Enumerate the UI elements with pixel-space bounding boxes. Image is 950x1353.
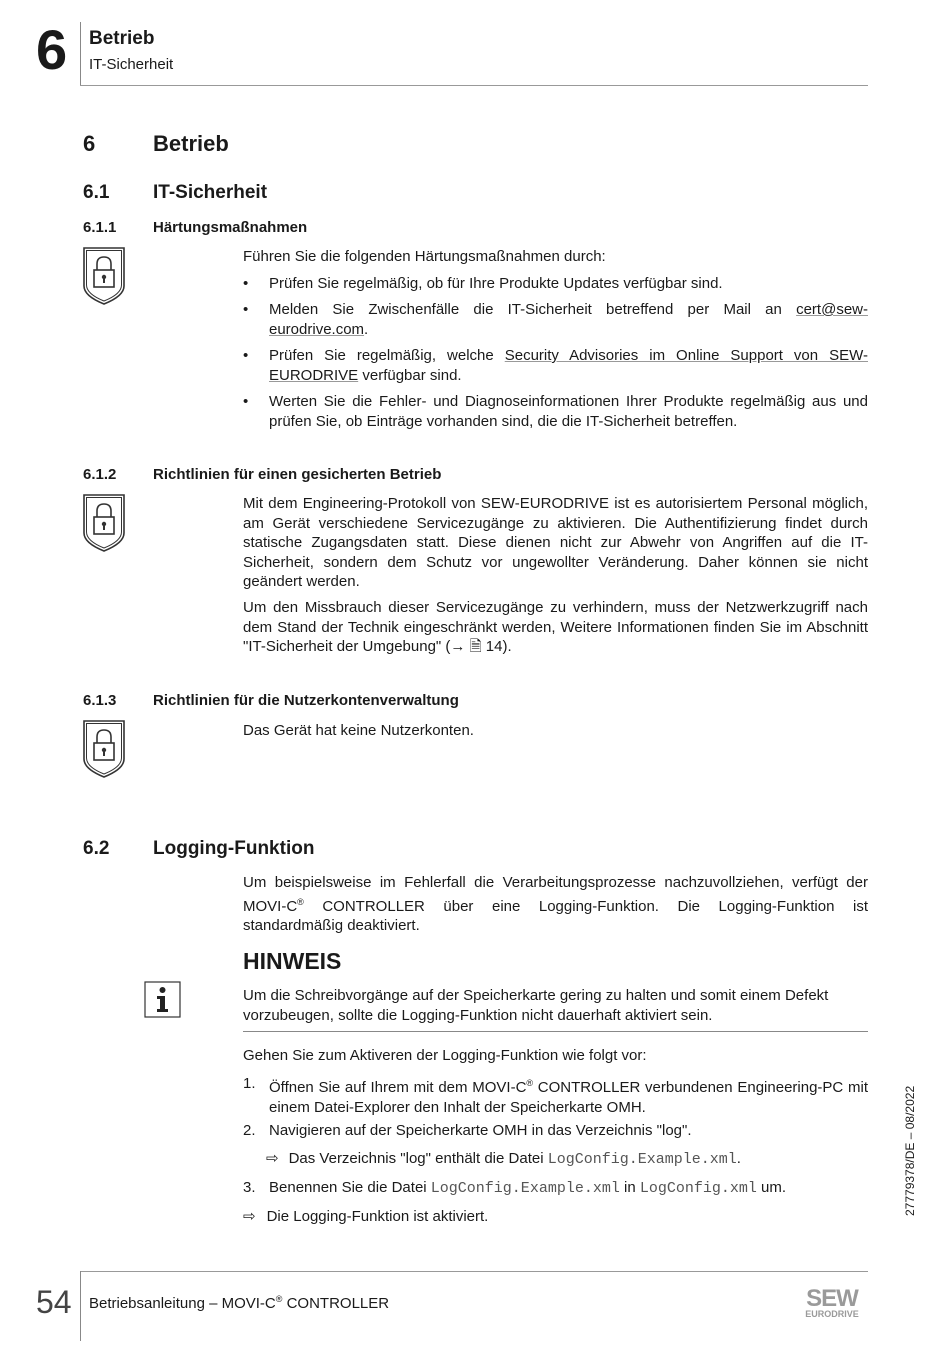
step-2: 2. Navigieren auf der Speicherkarte OMH in das Verzeichnis "log". (243, 1122, 692, 1139)
final-result: ⇨ Die Logging-Funktion ist aktiviert. (243, 1208, 489, 1225)
s612-paragraph-2: Um den Missbrauch dieser Servicezugänge zu verhindern, muss der Netzwerkzugriff nach dem Stand der Technik eingeschränkt werden, Weitere Informationen finden Sie im Abschnitt "IT-Sicherheit der Umgebung" (→ 🗎 14). (243, 599, 868, 656)
steps-intro: Gehen Sie zum Aktiveren der Logging-Funktion wie folgt vor: (243, 1047, 647, 1064)
s611-bullet-4: • Werten Sie die Fehler- und Diagnoseinformationen Ihrer Produkte regelmäßig aus und prüfen Sie, ob Einträge vorhanden sind, die die IT-Sicherheit betreffen. (243, 393, 868, 430)
security-advisories-link[interactable]: Security Advisories im Online Support von SEW-EURODRIVE (269, 347, 868, 384)
s611-bullet-2: • Melden Sie Zwischenfälle die IT-Sicherheit betreffend per Mail an cert@sew-eurodrive.com. (243, 301, 868, 338)
info-icon (144, 981, 181, 1018)
security-lock-icon (82, 493, 126, 553)
s62-paragraph: Um beispielsweise im Fehlerfall die Verarbeitungsprozesse nachzuvollziehen, verfügt der MOVI-C® CONTROLLER über eine Logging-Funktion. Die Logging-Funktion ist standardmäßig deaktiviert. (243, 874, 868, 935)
footer-rule (80, 1271, 868, 1272)
result-arrow-icon: ⇨ (266, 1150, 279, 1167)
header-subtitle: IT-Sicherheit (89, 56, 174, 73)
footer-divider (80, 1271, 81, 1341)
page-number: 54 (36, 1284, 72, 1320)
sew-eurodrive-logo (796, 1284, 868, 1320)
note-title: HINWEIS (243, 948, 342, 974)
header-divider (80, 22, 81, 86)
note-text: Um die Schreibvorgänge auf der Speicherkarte gering zu halten und somit einem Defekt vorzubeugen, sollte die Logging-Funktion nicht dauerhaft aktiviert sein. (243, 987, 829, 1024)
section-6-2-heading: 6.2 Logging-Funktion (83, 838, 315, 859)
header-title: Betrieb (89, 28, 155, 49)
security-lock-icon (82, 719, 126, 779)
document-id-side-note: 27779378/DE – 08/2022 (903, 1085, 917, 1216)
cert-email-link[interactable]: cert@sew-eurodrive.com (269, 301, 868, 338)
section-6-1-heading: 6.1 IT-Sicherheit (83, 182, 268, 203)
svg-text:SEW: SEW (806, 1285, 858, 1312)
footer-text: Betriebsanleitung – MOVI-C® CONTROLLER (89, 1294, 390, 1312)
step-1: 1. Öffnen Sie auf Ihrem mit dem MOVI-C® CONTROLLER verbundenen Engineering-PC mit einem Datei-Explorer den Inhalt der Speicherkarte OMH. (243, 1075, 868, 1116)
s613-paragraph: Das Gerät hat keine Nutzerkonten. (243, 722, 474, 739)
s612-paragraph-1: Mit dem Engineering-Protokoll von SEW-EURODRIVE ist es autorisiertem Personal möglich, am Gerät verschiedene Servicezugänge zu aktivieren. Die Authentifizierung findet durch statische Zugangsdaten statt. Diese dienen nicht zur Abwehr von Angriffen auf die IT-Sicherheit, sondern dem Schutz vor ungewollter Veränderung. Daher können sie nicht geändert werden. (243, 495, 868, 591)
step-3: 3. Benennen Sie die Datei LogConfig.Example.xml in LogConfig.xml um. (243, 1179, 787, 1197)
note-rule (243, 1031, 868, 1032)
svg-text:EURODRIVE: EURODRIVE (805, 1309, 859, 1319)
section-6-1-3-heading: 6.1.3 Richtlinien für die Nutzerkontenverwaltung (83, 692, 459, 709)
header-rule (80, 85, 868, 86)
chapter-number: 6 (36, 18, 68, 81)
section-6-1-2-heading: 6.1.2 Richtlinien für einen gesicherten Betrieb (83, 466, 442, 483)
s611-intro: Führen Sie die folgenden Härtungsmaßnahmen durch: (243, 248, 606, 265)
section-6-heading: 6 Betrieb (83, 131, 229, 156)
result-arrow-icon: ⇨ (243, 1208, 256, 1225)
security-lock-icon (82, 246, 126, 306)
step-2-result: ⇨ Das Verzeichnis "log" enthält die Datei LogConfig.Example.xml. (266, 1150, 741, 1168)
s611-bullet-1: • Prüfen Sie regelmäßig, ob für Ihre Produkte Updates verfügbar sind. (243, 275, 723, 292)
section-6-1-1-heading: 6.1.1 Härtungsmaßnahmen (83, 219, 308, 236)
s611-bullet-3: • Prüfen Sie regelmäßig, welche Security Advisories im Online Support von SEW-EURODRIVE verfügbar sind. (243, 347, 868, 384)
